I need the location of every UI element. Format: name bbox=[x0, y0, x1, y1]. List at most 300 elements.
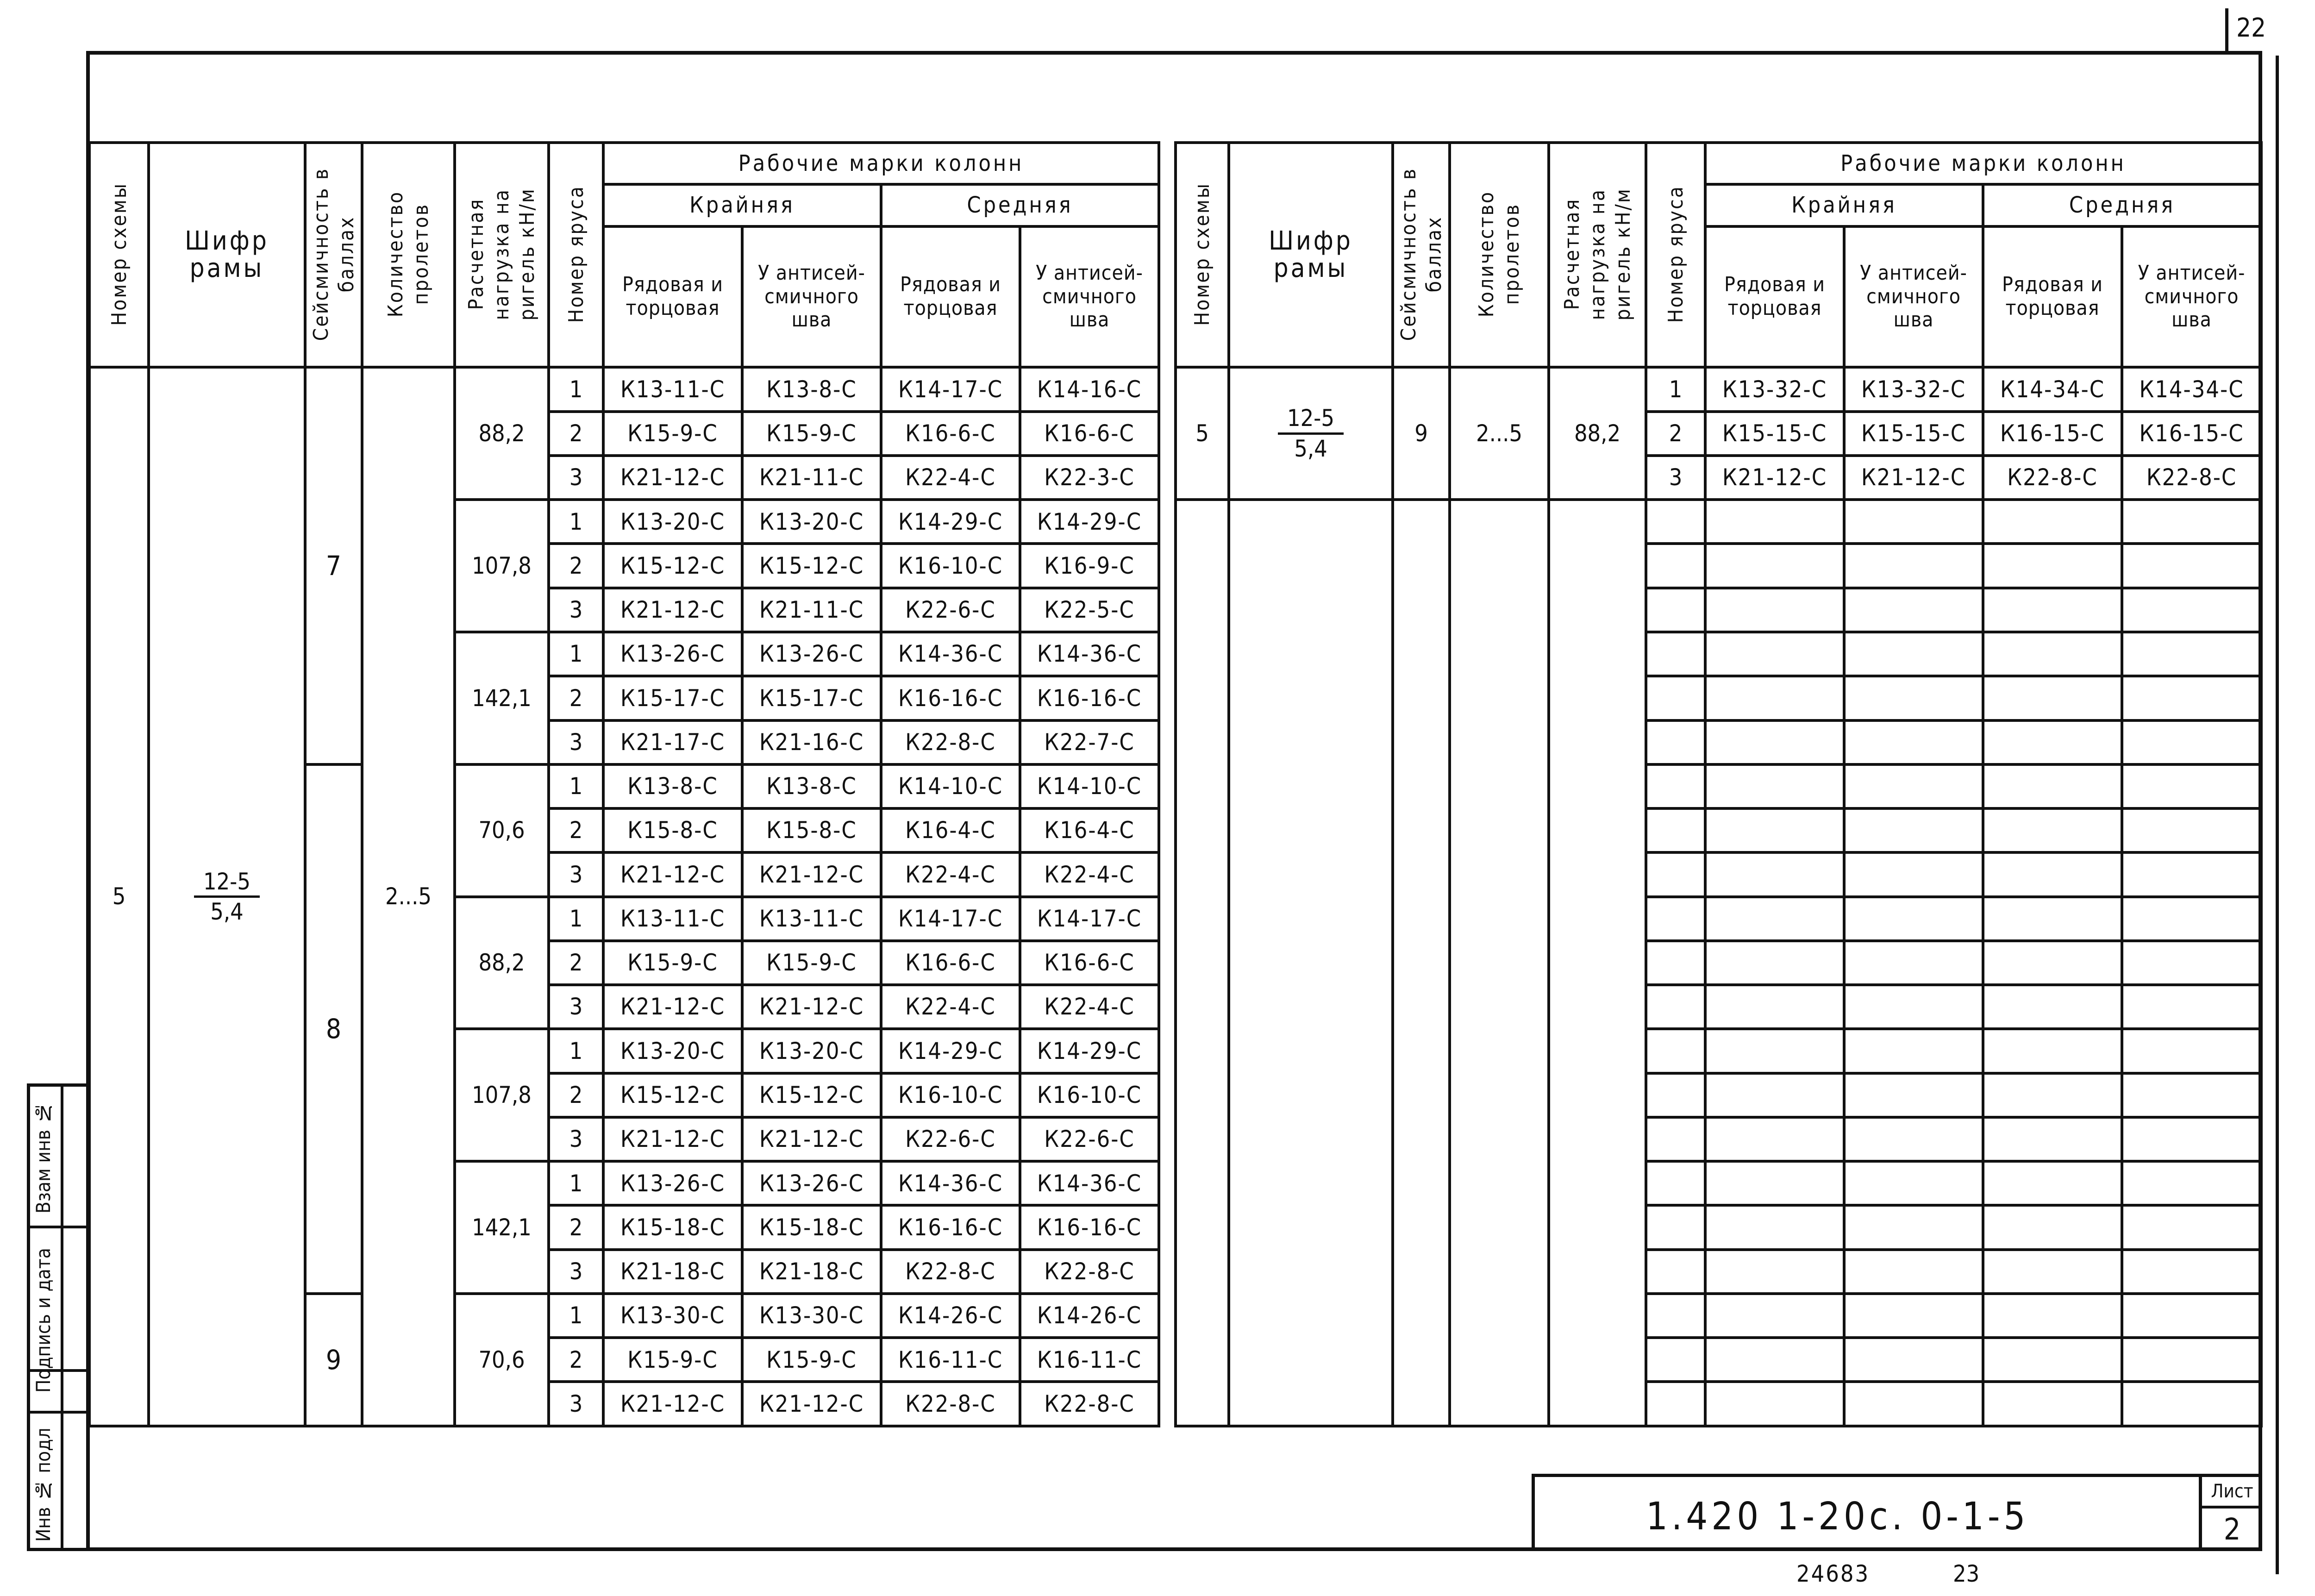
tier-number: 1 bbox=[549, 632, 603, 676]
tier-number: 1 bbox=[549, 764, 603, 808]
empty-cell bbox=[2122, 676, 2261, 720]
empty-cell bbox=[1646, 985, 1705, 1029]
column-mark: К14-29-С bbox=[881, 500, 1020, 544]
empty-cell bbox=[2122, 852, 2261, 896]
empty-cell bbox=[1646, 1073, 1705, 1117]
empty-cell bbox=[1646, 588, 1705, 632]
tier-number: 1 bbox=[549, 897, 603, 941]
column-mark: К15-8-С bbox=[603, 808, 742, 852]
column-mark: К16-6-С bbox=[881, 412, 1020, 456]
column-mark: К13-20-С bbox=[742, 1029, 881, 1073]
header-edge: Крайняя bbox=[603, 184, 881, 226]
empty-cell bbox=[1705, 808, 1844, 852]
column-mark: К15-12-С bbox=[742, 1073, 881, 1117]
column-mark: К14-16-С bbox=[1020, 367, 1159, 411]
header-tier: Номер яруса bbox=[1646, 143, 1705, 367]
empty-cell bbox=[1983, 1382, 2122, 1426]
column-mark: К21-12-С bbox=[742, 1382, 881, 1426]
column-mark: К15-15-С bbox=[1844, 412, 1983, 456]
column-mark: К21-18-С bbox=[603, 1250, 742, 1294]
empty-cell bbox=[2122, 985, 2261, 1029]
column-mark: К21-16-С bbox=[742, 720, 881, 764]
right-table-body bbox=[1176, 143, 2261, 1426]
empty-cell bbox=[1983, 588, 2122, 632]
column-mark: К14-29-С bbox=[1020, 1029, 1159, 1073]
empty-cell bbox=[1705, 500, 1844, 544]
empty-cell bbox=[1844, 1073, 1983, 1117]
stamp-inventory-original: Инв № подл bbox=[32, 1427, 55, 1542]
empty-cell bbox=[1844, 985, 1983, 1029]
document-designation: 1.420 1-20с. 0-1-5 bbox=[1646, 1495, 2029, 1539]
scheme-number: 5 bbox=[1176, 367, 1229, 500]
load-value: 107,8 bbox=[455, 1029, 549, 1161]
frame-numerator: 12-5 bbox=[194, 870, 260, 898]
empty-cell bbox=[2122, 1250, 2261, 1294]
header-edge-ordinary: Рядовая и торцовая bbox=[603, 226, 742, 368]
empty-cell bbox=[1983, 808, 2122, 852]
column-mark: К14-10-С bbox=[881, 764, 1020, 808]
column-mark: К13-11-С bbox=[603, 897, 742, 941]
empty-cell bbox=[2122, 764, 2261, 808]
frame-code bbox=[1229, 367, 1393, 500]
column-mark: К15-15-С bbox=[1705, 412, 1844, 456]
column-mark: К21-12-С bbox=[603, 456, 742, 500]
empty-cell bbox=[1646, 852, 1705, 896]
right-margin-line bbox=[2276, 56, 2279, 1574]
header-seismic: Сейсмичность в баллах bbox=[1393, 143, 1450, 367]
empty-cell bbox=[2122, 1117, 2261, 1161]
column-mark: К15-17-С bbox=[603, 676, 742, 720]
column-mark: К15-8-С bbox=[742, 808, 881, 852]
column-mark: К14-36-С bbox=[1020, 1161, 1159, 1205]
empty-cell bbox=[2122, 720, 2261, 764]
empty-cell bbox=[1983, 1250, 2122, 1294]
column-mark: К16-10-С bbox=[1020, 1073, 1159, 1117]
bottom-number-left: 24683 bbox=[1796, 1560, 1870, 1587]
column-mark: К14-34-С bbox=[2122, 367, 2261, 411]
tier-number: 2 bbox=[549, 544, 603, 588]
empty-cell bbox=[1705, 1117, 1844, 1161]
column-mark: К15-12-С bbox=[603, 1073, 742, 1117]
column-mark: К14-26-С bbox=[1020, 1294, 1159, 1338]
spans-value: 2...5 bbox=[1450, 367, 1549, 500]
column-mark: К21-12-С bbox=[1844, 456, 1983, 500]
load-value: 70,6 bbox=[455, 1294, 549, 1426]
column-mark: К21-12-С bbox=[742, 852, 881, 896]
empty-cell bbox=[1983, 1205, 2122, 1249]
tier-number: 2 bbox=[549, 1073, 603, 1117]
empty-row bbox=[1176, 500, 2261, 544]
tier-number: 1 bbox=[549, 1294, 603, 1338]
tier-number: 1 bbox=[549, 367, 603, 411]
empty-cell bbox=[1393, 500, 1450, 1426]
load-value: 107,8 bbox=[455, 500, 549, 632]
empty-cell bbox=[1705, 764, 1844, 808]
empty-cell bbox=[1844, 632, 1983, 676]
empty-cell bbox=[1844, 588, 1983, 632]
column-mark: К13-26-С bbox=[742, 632, 881, 676]
frame-fraction bbox=[194, 870, 260, 924]
column-mark: К13-32-С bbox=[1844, 367, 1983, 411]
load-value: 88,2 bbox=[455, 897, 549, 1029]
empty-cell bbox=[1983, 941, 2122, 985]
empty-cell bbox=[2122, 1382, 2261, 1426]
empty-cell bbox=[2122, 544, 2261, 588]
header-edge-antiseismic: У антисей-смичного шва bbox=[742, 226, 881, 368]
empty-cell bbox=[1844, 720, 1983, 764]
empty-cell bbox=[1844, 544, 1983, 588]
column-mark: К13-8-С bbox=[742, 764, 881, 808]
load-value: 142,1 bbox=[455, 1161, 549, 1294]
column-mark: К16-16-С bbox=[1020, 1205, 1159, 1249]
side-stamp bbox=[27, 1083, 90, 1551]
tier-number: 3 bbox=[549, 1382, 603, 1426]
sheet-number-box bbox=[2199, 1477, 2262, 1551]
empty-cell bbox=[1646, 1029, 1705, 1073]
frame-denominator: 5,4 bbox=[1294, 435, 1327, 462]
seismic-value: 8 bbox=[305, 764, 362, 1294]
bottom-number-right: 23 bbox=[1953, 1560, 1980, 1587]
empty-cell bbox=[1983, 897, 2122, 941]
tier-number: 3 bbox=[549, 720, 603, 764]
header-load: Расчетная нагрузка на ригель кН/м bbox=[1549, 143, 1646, 367]
header-spans: Количество пролетов bbox=[362, 143, 455, 367]
column-mark: К16-6-С bbox=[1020, 412, 1159, 456]
empty-cell bbox=[2122, 1338, 2261, 1382]
column-mark: К13-30-С bbox=[603, 1294, 742, 1338]
column-mark: К14-26-С bbox=[881, 1294, 1020, 1338]
empty-cell bbox=[1983, 1029, 2122, 1073]
column-mark: К22-6-С bbox=[881, 1117, 1020, 1161]
frame-fraction bbox=[1278, 406, 1344, 461]
column-mark: К21-18-С bbox=[742, 1250, 881, 1294]
column-mark: К14-36-С bbox=[881, 632, 1020, 676]
empty-cell bbox=[2122, 1161, 2261, 1205]
side-stamp-divider bbox=[30, 1226, 90, 1228]
tier-number: 2 bbox=[1646, 412, 1705, 456]
tier-number: 3 bbox=[549, 1117, 603, 1161]
empty-cell bbox=[2122, 588, 2261, 632]
empty-cell bbox=[1844, 1029, 1983, 1073]
column-mark: К15-9-С bbox=[603, 1338, 742, 1382]
empty-cell bbox=[1705, 1205, 1844, 1249]
empty-cell bbox=[1646, 544, 1705, 588]
empty-cell bbox=[1844, 500, 1983, 544]
tier-number: 3 bbox=[549, 985, 603, 1029]
column-mark: К21-12-С bbox=[603, 1117, 742, 1161]
header-middle-ordinary: Рядовая и торцовая bbox=[1983, 226, 2122, 368]
tier-number: 2 bbox=[549, 1338, 603, 1382]
empty-cell bbox=[1705, 852, 1844, 896]
header-middle-antiseismic: У антисей-смичного шва bbox=[2122, 226, 2261, 368]
column-mark: К16-6-С bbox=[1020, 941, 1159, 985]
empty-cell bbox=[1983, 1117, 2122, 1161]
column-mark: К15-12-С bbox=[603, 544, 742, 588]
frame-code bbox=[149, 367, 305, 1426]
empty-cell bbox=[1705, 1338, 1844, 1382]
empty-cell bbox=[1646, 1250, 1705, 1294]
column-mark: К16-11-С bbox=[881, 1338, 1020, 1382]
column-mark: К22-3-С bbox=[1020, 456, 1159, 500]
column-mark: К15-9-С bbox=[742, 412, 881, 456]
empty-cell bbox=[2122, 632, 2261, 676]
empty-cell bbox=[1646, 764, 1705, 808]
table-row bbox=[89, 367, 1159, 411]
column-mark: К16-10-С bbox=[881, 544, 1020, 588]
column-mark: К22-8-С bbox=[881, 720, 1020, 764]
left-table-body bbox=[89, 143, 1159, 1426]
column-mark: К22-6-С bbox=[1020, 1117, 1159, 1161]
column-mark: К13-8-С bbox=[742, 367, 881, 411]
column-mark: К13-20-С bbox=[603, 1029, 742, 1073]
column-mark: К13-11-С bbox=[742, 897, 881, 941]
tier-number: 1 bbox=[1646, 367, 1705, 411]
empty-cell bbox=[1229, 500, 1393, 1426]
header-middle-antiseismic: У антисей-смичного шва bbox=[1020, 226, 1159, 368]
empty-cell bbox=[1844, 852, 1983, 896]
column-mark: К14-34-С bbox=[1983, 367, 2122, 411]
tier-number: 3 bbox=[549, 1250, 603, 1294]
column-mark: К16-16-С bbox=[1020, 676, 1159, 720]
empty-cell bbox=[1705, 985, 1844, 1029]
column-mark: К22-4-С bbox=[1020, 852, 1159, 896]
column-mark: К13-8-С bbox=[603, 764, 742, 808]
column-mark: К22-8-С bbox=[1020, 1382, 1159, 1426]
empty-cell bbox=[2122, 941, 2261, 985]
column-mark: К16-11-С bbox=[1020, 1338, 1159, 1382]
empty-cell bbox=[1176, 500, 1229, 1426]
table-row bbox=[1176, 367, 2261, 411]
empty-cell bbox=[1983, 544, 2122, 588]
empty-cell bbox=[1983, 1073, 2122, 1117]
column-mark: К16-15-С bbox=[1983, 412, 2122, 456]
header-frame: Шифр рамы bbox=[149, 143, 305, 367]
tier-number: 1 bbox=[549, 1029, 603, 1073]
column-mark: К21-11-С bbox=[742, 456, 881, 500]
empty-cell bbox=[1705, 897, 1844, 941]
empty-cell bbox=[1705, 1161, 1844, 1205]
empty-cell bbox=[1646, 1382, 1705, 1426]
empty-cell bbox=[1844, 1382, 1983, 1426]
column-mark: К13-26-С bbox=[742, 1161, 881, 1205]
column-mark: К16-10-С bbox=[881, 1073, 1020, 1117]
column-mark: К21-12-С bbox=[603, 985, 742, 1029]
column-mark: К13-11-С bbox=[603, 367, 742, 411]
empty-cell bbox=[1705, 941, 1844, 985]
load-value: 142,1 bbox=[455, 632, 549, 764]
column-mark: К16-4-С bbox=[881, 808, 1020, 852]
header-scheme: Номер схемы bbox=[89, 143, 149, 367]
header-load: Расчетная нагрузка на ригель кН/м bbox=[455, 143, 549, 367]
column-mark: К22-4-С bbox=[881, 456, 1020, 500]
column-mark: К14-17-С bbox=[881, 367, 1020, 411]
right-schedule-table bbox=[1174, 141, 2263, 1427]
column-mark: К15-9-С bbox=[742, 1338, 881, 1382]
seismic-value: 9 bbox=[305, 1294, 362, 1426]
header-seismic: Сейсмичность в баллах bbox=[305, 143, 362, 367]
empty-cell bbox=[1646, 1205, 1705, 1249]
column-mark: К22-7-С bbox=[1020, 720, 1159, 764]
empty-cell bbox=[1844, 1250, 1983, 1294]
empty-cell bbox=[1646, 941, 1705, 985]
corner-mark: 22 bbox=[2236, 13, 2266, 43]
column-mark: К22-8-С bbox=[881, 1382, 1020, 1426]
column-mark: К13-30-С bbox=[742, 1294, 881, 1338]
empty-cell bbox=[2122, 1205, 2261, 1249]
empty-cell bbox=[2122, 808, 2261, 852]
header-row bbox=[89, 143, 1159, 184]
tier-number: 3 bbox=[549, 852, 603, 896]
empty-cell bbox=[1646, 632, 1705, 676]
tier-number: 2 bbox=[549, 676, 603, 720]
empty-cell bbox=[1646, 1338, 1705, 1382]
column-mark: К14-17-С bbox=[881, 897, 1020, 941]
empty-cell bbox=[1705, 632, 1844, 676]
stamp-replacement-inventory: Взам инв № bbox=[32, 1101, 55, 1214]
column-mark: К21-12-С bbox=[742, 985, 881, 1029]
stamp-signature-date: Подпись и дата bbox=[32, 1248, 55, 1393]
column-mark: К16-16-С bbox=[881, 1205, 1020, 1249]
column-mark: К22-8-С bbox=[1983, 456, 2122, 500]
side-stamp-divider bbox=[30, 1411, 90, 1414]
empty-cell bbox=[1844, 941, 1983, 985]
empty-cell bbox=[1983, 1338, 2122, 1382]
tier-number: 1 bbox=[549, 1161, 603, 1205]
column-mark: К22-5-С bbox=[1020, 588, 1159, 632]
column-mark: К21-12-С bbox=[603, 852, 742, 896]
load-value: 88,2 bbox=[1549, 367, 1646, 500]
sheet-number: 2 bbox=[2223, 1513, 2241, 1547]
tier-number: 2 bbox=[549, 412, 603, 456]
side-stamp-divider bbox=[61, 1087, 63, 1551]
column-mark: К13-20-С bbox=[742, 500, 881, 544]
empty-cell bbox=[1844, 1205, 1983, 1249]
column-mark: К15-12-С bbox=[742, 544, 881, 588]
title-block bbox=[1532, 1474, 2262, 1551]
empty-cell bbox=[1646, 720, 1705, 764]
column-mark: К14-17-С bbox=[1020, 897, 1159, 941]
empty-cell bbox=[1646, 1294, 1705, 1338]
column-mark: К15-18-С bbox=[742, 1205, 881, 1249]
header-marks: Рабочие марки колонн bbox=[1705, 143, 2261, 184]
column-mark: К22-4-С bbox=[881, 852, 1020, 896]
column-mark: К21-11-С bbox=[742, 588, 881, 632]
empty-cell bbox=[2122, 1029, 2261, 1073]
header-middle-ordinary: Рядовая и торцовая bbox=[881, 226, 1020, 368]
empty-cell bbox=[1844, 1294, 1983, 1338]
empty-cell bbox=[2122, 897, 2261, 941]
tier-number: 3 bbox=[1646, 456, 1705, 500]
column-mark: К22-8-С bbox=[1020, 1250, 1159, 1294]
empty-cell bbox=[1844, 1338, 1983, 1382]
empty-cell bbox=[1646, 808, 1705, 852]
column-mark: К21-12-С bbox=[603, 1382, 742, 1426]
empty-cell bbox=[1983, 764, 2122, 808]
sheet-label: Лист bbox=[2202, 1477, 2262, 1508]
header-spans: Количество пролетов bbox=[1450, 143, 1549, 367]
empty-cell bbox=[1705, 1029, 1844, 1073]
column-mark: К15-18-С bbox=[603, 1205, 742, 1249]
column-mark: К13-20-С bbox=[603, 500, 742, 544]
column-mark: К13-26-С bbox=[603, 1161, 742, 1205]
empty-cell bbox=[1844, 808, 1983, 852]
left-schedule-table bbox=[88, 141, 1160, 1427]
column-mark: К15-9-С bbox=[603, 941, 742, 985]
empty-cell bbox=[1450, 500, 1549, 1426]
column-mark: К22-8-С bbox=[2122, 456, 2261, 500]
column-mark: К16-4-С bbox=[1020, 808, 1159, 852]
empty-cell bbox=[1705, 1250, 1844, 1294]
column-mark: К15-9-С bbox=[742, 941, 881, 985]
empty-cell bbox=[2122, 500, 2261, 544]
column-mark: К14-36-С bbox=[1020, 632, 1159, 676]
empty-cell bbox=[1705, 676, 1844, 720]
empty-cell bbox=[2122, 1073, 2261, 1117]
empty-cell bbox=[1844, 1117, 1983, 1161]
column-mark: К14-10-С bbox=[1020, 764, 1159, 808]
tier-number: 2 bbox=[549, 1205, 603, 1249]
column-mark: К16-16-С bbox=[881, 676, 1020, 720]
column-mark: К13-26-С bbox=[603, 632, 742, 676]
empty-cell bbox=[1705, 1382, 1844, 1426]
header-edge-ordinary: Рядовая и торцовая bbox=[1705, 226, 1844, 368]
header-frame: Шифр рамы bbox=[1229, 143, 1393, 367]
column-mark: К15-9-С bbox=[603, 412, 742, 456]
empty-cell bbox=[1844, 764, 1983, 808]
seismic-value: 7 bbox=[305, 367, 362, 764]
header-middle: Средняя bbox=[1983, 184, 2261, 226]
empty-cell bbox=[1646, 676, 1705, 720]
column-mark: К16-6-С bbox=[881, 941, 1020, 985]
empty-cell bbox=[1705, 1294, 1844, 1338]
column-mark: К22-6-С bbox=[881, 588, 1020, 632]
empty-cell bbox=[1983, 676, 2122, 720]
column-mark: К21-12-С bbox=[603, 588, 742, 632]
scheme-number: 5 bbox=[89, 367, 149, 1426]
column-mark: К14-36-С bbox=[881, 1161, 1020, 1205]
frame-numerator: 12-5 bbox=[1278, 406, 1344, 435]
tier-number: 2 bbox=[549, 941, 603, 985]
empty-cell bbox=[1983, 1294, 2122, 1338]
column-mark: К22-4-С bbox=[881, 985, 1020, 1029]
empty-cell bbox=[2122, 1294, 2261, 1338]
tier-number: 2 bbox=[549, 808, 603, 852]
load-value: 70,6 bbox=[455, 764, 549, 897]
header-scheme: Номер схемы bbox=[1176, 143, 1229, 367]
seismic-value: 9 bbox=[1393, 367, 1450, 500]
column-mark: К13-32-С bbox=[1705, 367, 1844, 411]
column-mark: К14-29-С bbox=[1020, 500, 1159, 544]
header-edge: Крайняя bbox=[1705, 184, 1983, 226]
header-marks: Рабочие марки колонн bbox=[603, 143, 1159, 184]
empty-cell bbox=[1549, 500, 1646, 1426]
empty-cell bbox=[1705, 588, 1844, 632]
column-mark: К21-12-С bbox=[742, 1117, 881, 1161]
empty-cell bbox=[1646, 897, 1705, 941]
empty-cell bbox=[1844, 676, 1983, 720]
corner-tick bbox=[2225, 8, 2228, 55]
header-tier: Номер яруса bbox=[549, 143, 603, 367]
column-mark: К22-4-С bbox=[1020, 985, 1159, 1029]
empty-cell bbox=[1983, 1161, 2122, 1205]
empty-cell bbox=[1983, 500, 2122, 544]
tier-number: 3 bbox=[549, 456, 603, 500]
tier-number: 1 bbox=[549, 500, 603, 544]
empty-cell bbox=[1705, 1073, 1844, 1117]
spans-value: 2...5 bbox=[362, 367, 455, 1426]
empty-cell bbox=[1646, 1161, 1705, 1205]
load-value: 88,2 bbox=[455, 367, 549, 500]
